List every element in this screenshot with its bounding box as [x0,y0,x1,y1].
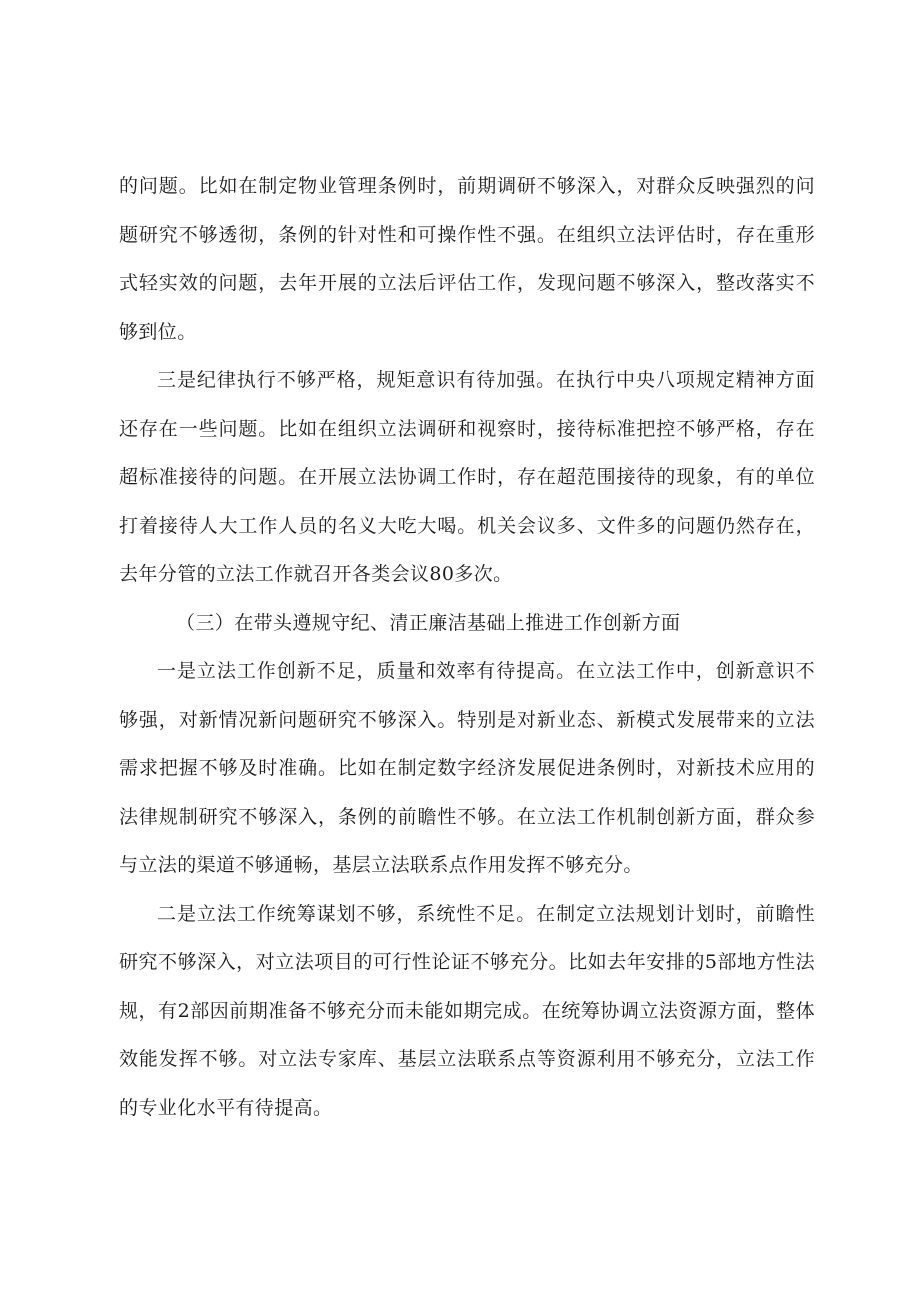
paragraph-discipline: 三是纪律执行不够严格，规矩意识有待加强。在执行中央八项规定精神方面还存在一些问题。比如在组织立法调研和视察时，接待标准把控不够严格，存在超标准接待的问题。在开展立法协调工作时，存在超范围接待的现象，有的单位打着接待人大工作人员的名义大吃大喝。机关会议多、文件多的问题仍然存在，去年分管的立法工作就召开各类会议80多次。 [119,369,815,585]
paragraph-innovation: 一是立法工作创新不足，质量和效率有待提高。在立法工作中，创新意识不够强，对新情况新问题研究不够深入。特别是对新业态、新模式发展带来的立法需求把握不够及时准确。比如在制定数字经济发展促进条例时，对新技术应用的法律规制研究不够深入，条例的前瞻性不够。在立法工作机制创新方面，群众参与立法的渠道不够通畅，基层立法联系点作用发挥不够充分。 [119,660,815,876]
paragraph-planning: 二是立法工作统筹谋划不够，系统性不足。在制定立法规划计划时，前瞻性研究不够深入，对立法项目的可行性论证不够充分。比如去年安排的5部地方性法规，有2部因前期准备不够充分而未能如期完成。在统筹协调立法资源方面，整体效能发挥不够。对立法专家库、基层立法联系点等资源利用不够充分，立法工作的专业化水平有待提高。 [119,902,815,1119]
paragraph-continuation: 的问题。比如在制定物业管理条例时，前期调研不够深入，对群众反映强烈的问题研究不够透彻，条例的针对性和可操作性不强。在组织立法评估时，存在重形式轻实效的问题，去年开展的立法后评估工作，发现问题不够深入，整改落实不够到位。 [119,175,815,343]
document-body [119,162,815,1132]
section-heading-innovation: （三）在带头遵规守纪、清正廉洁基础上推进工作创新方面 [176,611,681,634]
